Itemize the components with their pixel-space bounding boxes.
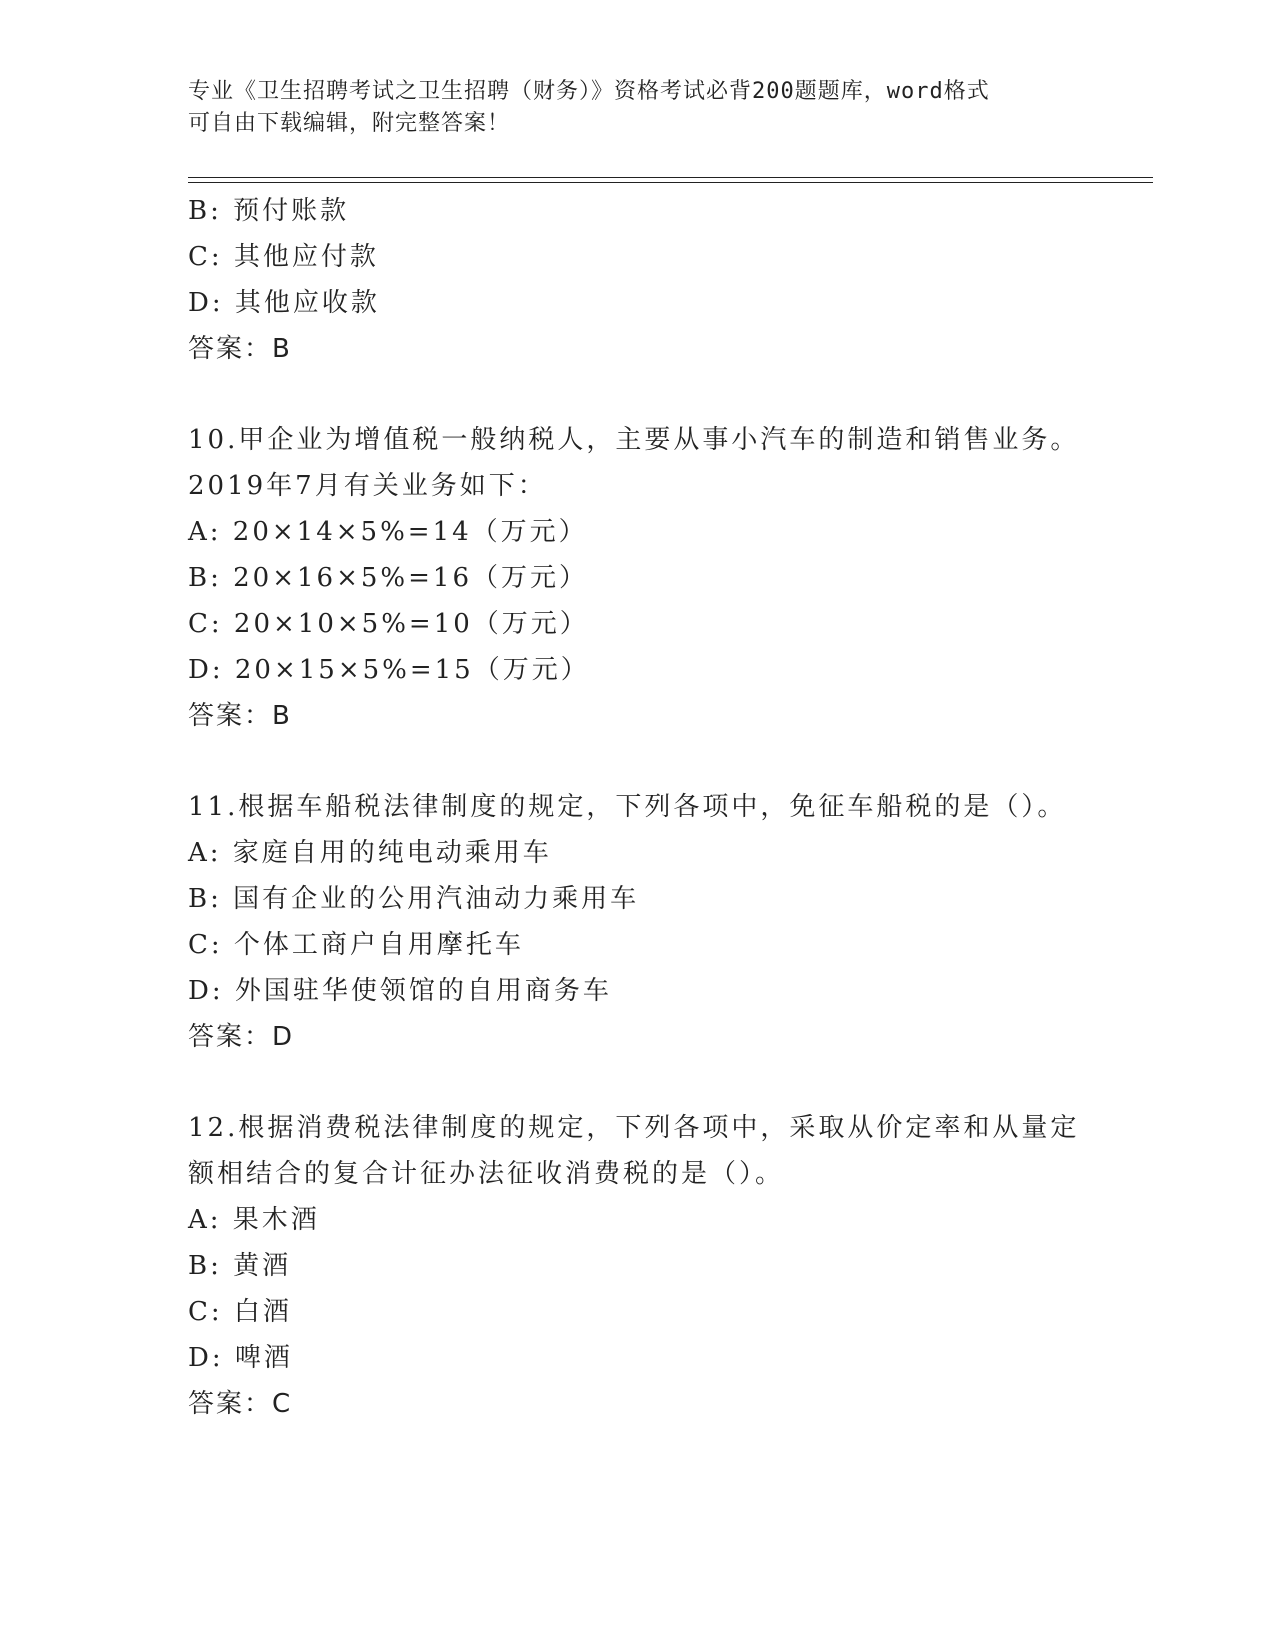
spacer xyxy=(188,739,1088,784)
question-stem-line: 额相结合的复合计征办法征收消费税的是（）。 xyxy=(188,1159,785,1189)
document-header xyxy=(188,76,1068,140)
option-c: C: 20×10×5%=10（万元） xyxy=(188,609,589,639)
answer-line: 答案：C xyxy=(188,1389,293,1419)
option-d: D: 其他应收款 xyxy=(188,288,380,318)
header-divider-top xyxy=(188,177,1153,178)
option-d: D: 20×15×5%=15（万元） xyxy=(188,655,590,685)
option-a: A: 20×14×5%=14（万元） xyxy=(188,517,588,547)
answer-line: 答案：B xyxy=(188,701,292,731)
header-line-1: 专业《卫生招聘考试之卫生招聘（财务）》资格考试必背200题题库，word格式 xyxy=(188,79,990,104)
spacer xyxy=(188,372,1088,417)
question-stem-line: 2019年7月有关业务如下： xyxy=(188,471,547,501)
question-12 xyxy=(188,1105,1088,1427)
header-divider-bottom xyxy=(188,182,1153,183)
option-b: B: 国有企业的公用汽油动力乘用车 xyxy=(188,884,640,914)
question-11 xyxy=(188,784,1088,1060)
option-b: B: 预付账款 xyxy=(188,196,350,226)
header-line-2: 可自由下载编辑，附完整答案！ xyxy=(188,111,511,136)
option-a: A: 家庭自用的纯电动乘用车 xyxy=(188,838,552,868)
question-stem-line: 11.根据车船税法律制度的规定，下列各项中，免征车船税的是（）。 xyxy=(188,792,1067,822)
answer-line: 答案：D xyxy=(188,1022,295,1052)
question-stem-line: 12.根据消费税法律制度的规定，下列各项中，采取从价定率和从量定 xyxy=(188,1113,1080,1143)
question-9-tail xyxy=(188,188,1088,372)
option-c: C: 白酒 xyxy=(188,1297,292,1327)
spacer xyxy=(188,1060,1088,1105)
option-c: C: 其他应付款 xyxy=(188,242,379,272)
option-b: B: 黄酒 xyxy=(188,1251,292,1281)
question-list xyxy=(188,188,1088,1427)
option-b: B: 20×16×5%=16（万元） xyxy=(188,563,588,593)
option-d: D: 啤酒 xyxy=(188,1343,293,1373)
question-10 xyxy=(188,417,1088,739)
option-a: A: 果木酒 xyxy=(188,1205,320,1235)
option-d: D: 外国驻华使领馆的自用商务车 xyxy=(188,976,612,1006)
question-stem-line: 10.甲企业为增值税一般纳税人，主要从事小汽车的制造和销售业务。 xyxy=(188,425,1080,455)
option-c: C: 个体工商户自用摩托车 xyxy=(188,930,524,960)
answer-line: 答案：B xyxy=(188,334,292,364)
